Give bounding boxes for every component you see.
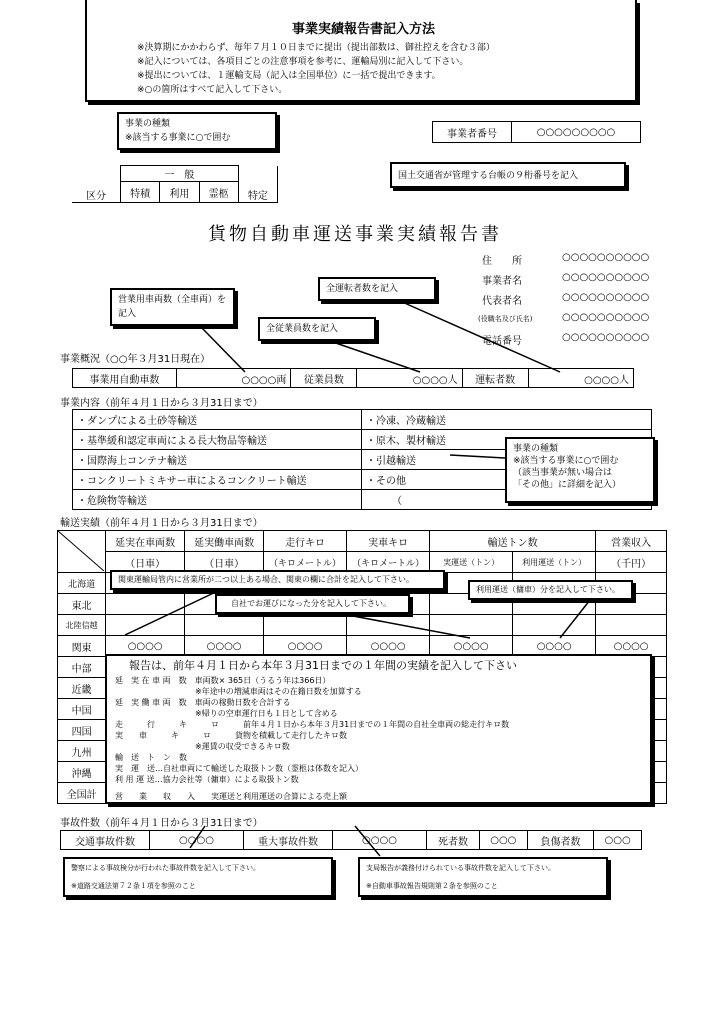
doc-title: 貨物自動車運送事業実績報告書 [208,224,502,245]
kanto-jissou[interactable]: ○○○○ [430,636,513,657]
cell[interactable] [106,594,185,615]
kanto-jissha[interactable]: ○○○○ [347,636,430,657]
header-jissou: 実運送（トン） [430,552,513,573]
header-soko: 走行キロ [264,531,347,552]
callout-line: ※該当する事業に○で囲む [125,133,231,143]
region-label: 中部 [58,657,106,678]
use-transport-callout [468,580,633,600]
note-line: 支局報告が義務付けられている事故件数を記入して下さい。 [366,864,555,872]
content-right[interactable]: ・原木、製材輸送 [362,430,652,450]
header-revenue: 営業収入 [596,531,667,552]
kanto-revenue[interactable]: ○○○○ [596,636,667,657]
company-value[interactable]: ○○○○○○○○○○ [562,272,650,283]
tokuseki-label[interactable]: 特積 [121,182,160,203]
corner-cell [58,531,106,573]
note-title: 報告は、前年４月１日から本年３月31日までの１年間の実績を記入して下さい [129,659,517,672]
callout-text: 全従業員数を記入 [266,324,339,334]
content-left[interactable]: ・基準緩和認定車両による長大物品等輸送 [73,430,362,450]
results-note [105,654,652,804]
riyou-label[interactable]: 利用 [160,182,199,203]
header-endo-unit: （日車） [185,552,264,573]
instructions-line: ※記入については、各項目ごとの注意事項を参考に、運輸局別に記入して下さい。 [137,57,469,67]
cell[interactable] [430,615,513,636]
region-label: 北陸信越 [58,615,106,636]
callout-text: 自社でお運びになった分を記入して下さい。 [231,599,391,608]
company-value[interactable]: ○○○○○○○○○○ [562,332,650,343]
company-label: 住 所 [482,256,522,267]
callout-line: 「その他」に詳細を記入） [513,480,622,490]
region-label: 東北 [58,594,106,615]
header-enjitsu: 延実在車両数 [106,531,185,552]
note-line: ※運賃の収受できるキロ数 [115,742,290,751]
company-label: 代表者名 [482,296,522,307]
header-soko-unit: （キロメートル） [264,552,347,573]
content-callout [505,437,655,503]
region-label: 全国計 [58,783,106,804]
kanto-riyou[interactable]: ○○○○ [513,636,596,657]
company-value[interactable]: ○○○○○○○○○○ [562,292,650,303]
note-line: 輸 送 ト ン 数 [115,753,187,762]
instructions-line: ※提出については、１運輸支局（記入は全国単位）に一括で提出できます。 [137,71,441,81]
callout-line: ※該当する事業に○で囲む [513,456,619,466]
content-heading: 事業内容（前年４月１日から３月31日まで） [60,398,263,409]
note-text: 国土交通省が管理する台帳の９桁番号を記入 [398,171,579,181]
vehicles-label: 事業用自動車数 [73,369,177,388]
vehicles-value[interactable]: ○○○○両 [176,369,291,388]
note-line: ※自動車事故報告規則第２条を参照のこと [366,882,498,890]
drivers-value[interactable]: ○○○○人 [528,369,633,388]
accidents-table [60,830,642,850]
note-line: 延 実 働 車 両 数 車両の稼動日数を合計する [115,698,291,707]
employees-label: 従業員数 [291,369,357,388]
content-right[interactable]: ・その他 [362,470,652,490]
callout-line: 事業の種類 [125,119,171,129]
company-value[interactable]: ○○○○○○○○○○ [562,252,650,263]
drivers-label: 運転者数 [462,369,528,388]
diagonal-line [58,531,104,571]
traffic-label: 交通事故件数 [61,831,150,850]
overview-table [72,368,634,388]
region-label: 九州 [58,741,106,762]
kanto-soko[interactable]: ○○○○ [264,636,347,657]
note-line: 実 運 送…自社車両にて輸送した取扱トン数（霊柩は体数を記入） [115,764,363,773]
content-right[interactable]: ・冷凍、冷蔵輸送 [362,410,652,430]
dead-value[interactable]: ○○○ [479,831,527,850]
traffic-value[interactable]: ○○○○ [150,831,244,850]
header-jissha-unit: （キロメートル） [347,552,430,573]
employees-value[interactable]: ○○○○人 [357,369,462,388]
serious-note [358,857,608,897]
kanto-endo[interactable]: ○○○○ [185,636,264,657]
cell[interactable] [347,615,430,636]
note-line: 実 車 キ ロ 貨物を積載して走行したキロ数 [115,731,347,740]
callout-text: 関東運輸局管内に営業所が二つ以上ある場合、関東の欄に合計を記入して下さい。 [118,575,414,584]
cell[interactable] [185,615,264,636]
kanto-enjitsu[interactable]: ○○○○ [106,636,185,657]
note-line: 警察による事故検分が行われた事故件数を記入して下さい。 [71,864,260,872]
region-label: 沖縄 [58,762,106,783]
injured-label: 負傷者数 [527,831,594,850]
region-label: 関東 [58,636,106,657]
header-jissha: 実車キロ [347,531,430,552]
overview-heading: 事業概況（○○年３月31日現在） [60,354,211,365]
operator-number-label: 事業者番号 [433,122,512,143]
note-line: ※年途中の増減車両はその在籍日数を加算する [115,687,362,696]
ippan-label: 一 般 [121,166,239,182]
note-line: 営 業 収 入 実運送と利用運送の合算による売上額 [115,792,347,801]
cell[interactable] [596,615,667,636]
note-line: 利 用 運 送…協力会社等（傭車）による取扱トン数 [115,775,299,784]
callout-text: 利用運送（傭車）分を記入して下さい。 [476,585,620,594]
instructions-title: 事業実績報告書記入方法 [292,22,436,37]
header-enjitsu-unit: （日車） [106,552,185,573]
results-heading: 輸送実績（前年４月１日から３月31日まで） [60,518,263,529]
header-revenue-unit: （千円） [596,552,667,573]
operator-number-value[interactable]: ○○○○○○○○○ [512,122,641,143]
header-endo: 延実働車両数 [185,531,264,552]
content-left[interactable]: ・国際海上コンテナ輸送 [73,450,362,470]
content-left[interactable]: ・ダンプによる土砂等輸送 [73,410,362,430]
region-label: 北海道 [58,573,106,594]
instructions-line: ※決算期にかかわらず、毎年７月１０日までに提出（提出部数は、御社控えを含む３部） [137,43,495,53]
instructions-line: ※○の箇所はすべて記入して下さい。 [137,85,288,95]
cell[interactable] [264,615,347,636]
note-line: 走 行 キ ロ 前年４月１日から本年３月31日までの１年間の自社全車両の総走行キロ数 [115,720,510,729]
note-line: 延 実 在 車 両 数 車両数× 365日（うるう年は366日） [115,676,331,685]
tokutei-label[interactable]: 特定 [238,166,277,203]
region-label: 四国 [58,720,106,741]
serious-label: 重大事故件数 [244,831,333,850]
reikyu-label[interactable]: 霊柩 [199,182,238,203]
callout-text: 営業用車両数（全車両）を記入 [118,295,227,319]
region-label: 近畿 [58,678,106,699]
company-label: (役職名及び氏名) [478,315,533,323]
cell[interactable] [106,615,185,636]
hq-callout [110,570,445,590]
dead-label: 死者数 [427,831,480,850]
company-label: 事業者名 [482,276,522,287]
content-left[interactable]: ・コンクリートミキサー車によるコンクリート輸送 [73,470,362,490]
callout-line: 事業の種類 [513,444,559,454]
header-tons: 輸送トン数 [430,531,596,552]
accidents-heading: 事故件数（前年４月１日から３月31日まで） [60,818,263,829]
traffic-note [63,857,333,897]
pointer-line [200,326,245,372]
callout-text: 全運転者数を記入 [326,284,399,294]
header-riyou: 利用運送（トン） [513,552,596,573]
self-transport-callout [215,594,410,614]
content-right[interactable]: （ [362,490,652,510]
cell[interactable] [513,615,596,636]
company-value[interactable]: ○○○○○○○○○○ [562,312,650,323]
callout-line: （該当事業が無い場合は [513,468,613,478]
company-label: 電話番号 [482,336,522,347]
injured-value[interactable]: ○○○ [594,831,642,850]
serious-value[interactable]: ○○○○ [333,831,427,850]
note-line: ※帰りの空車運行日も１日として含める [115,709,338,718]
note-line: ※道路交通法第７２条１項を参照のこと [71,882,196,890]
content-left[interactable]: ・危険物等輸送 [73,490,362,510]
content-right[interactable]: ・引越輸送 [362,450,652,470]
region-label: 中国 [58,699,106,720]
pointer-line [400,301,560,372]
kubun-label: 区分 [72,166,121,203]
